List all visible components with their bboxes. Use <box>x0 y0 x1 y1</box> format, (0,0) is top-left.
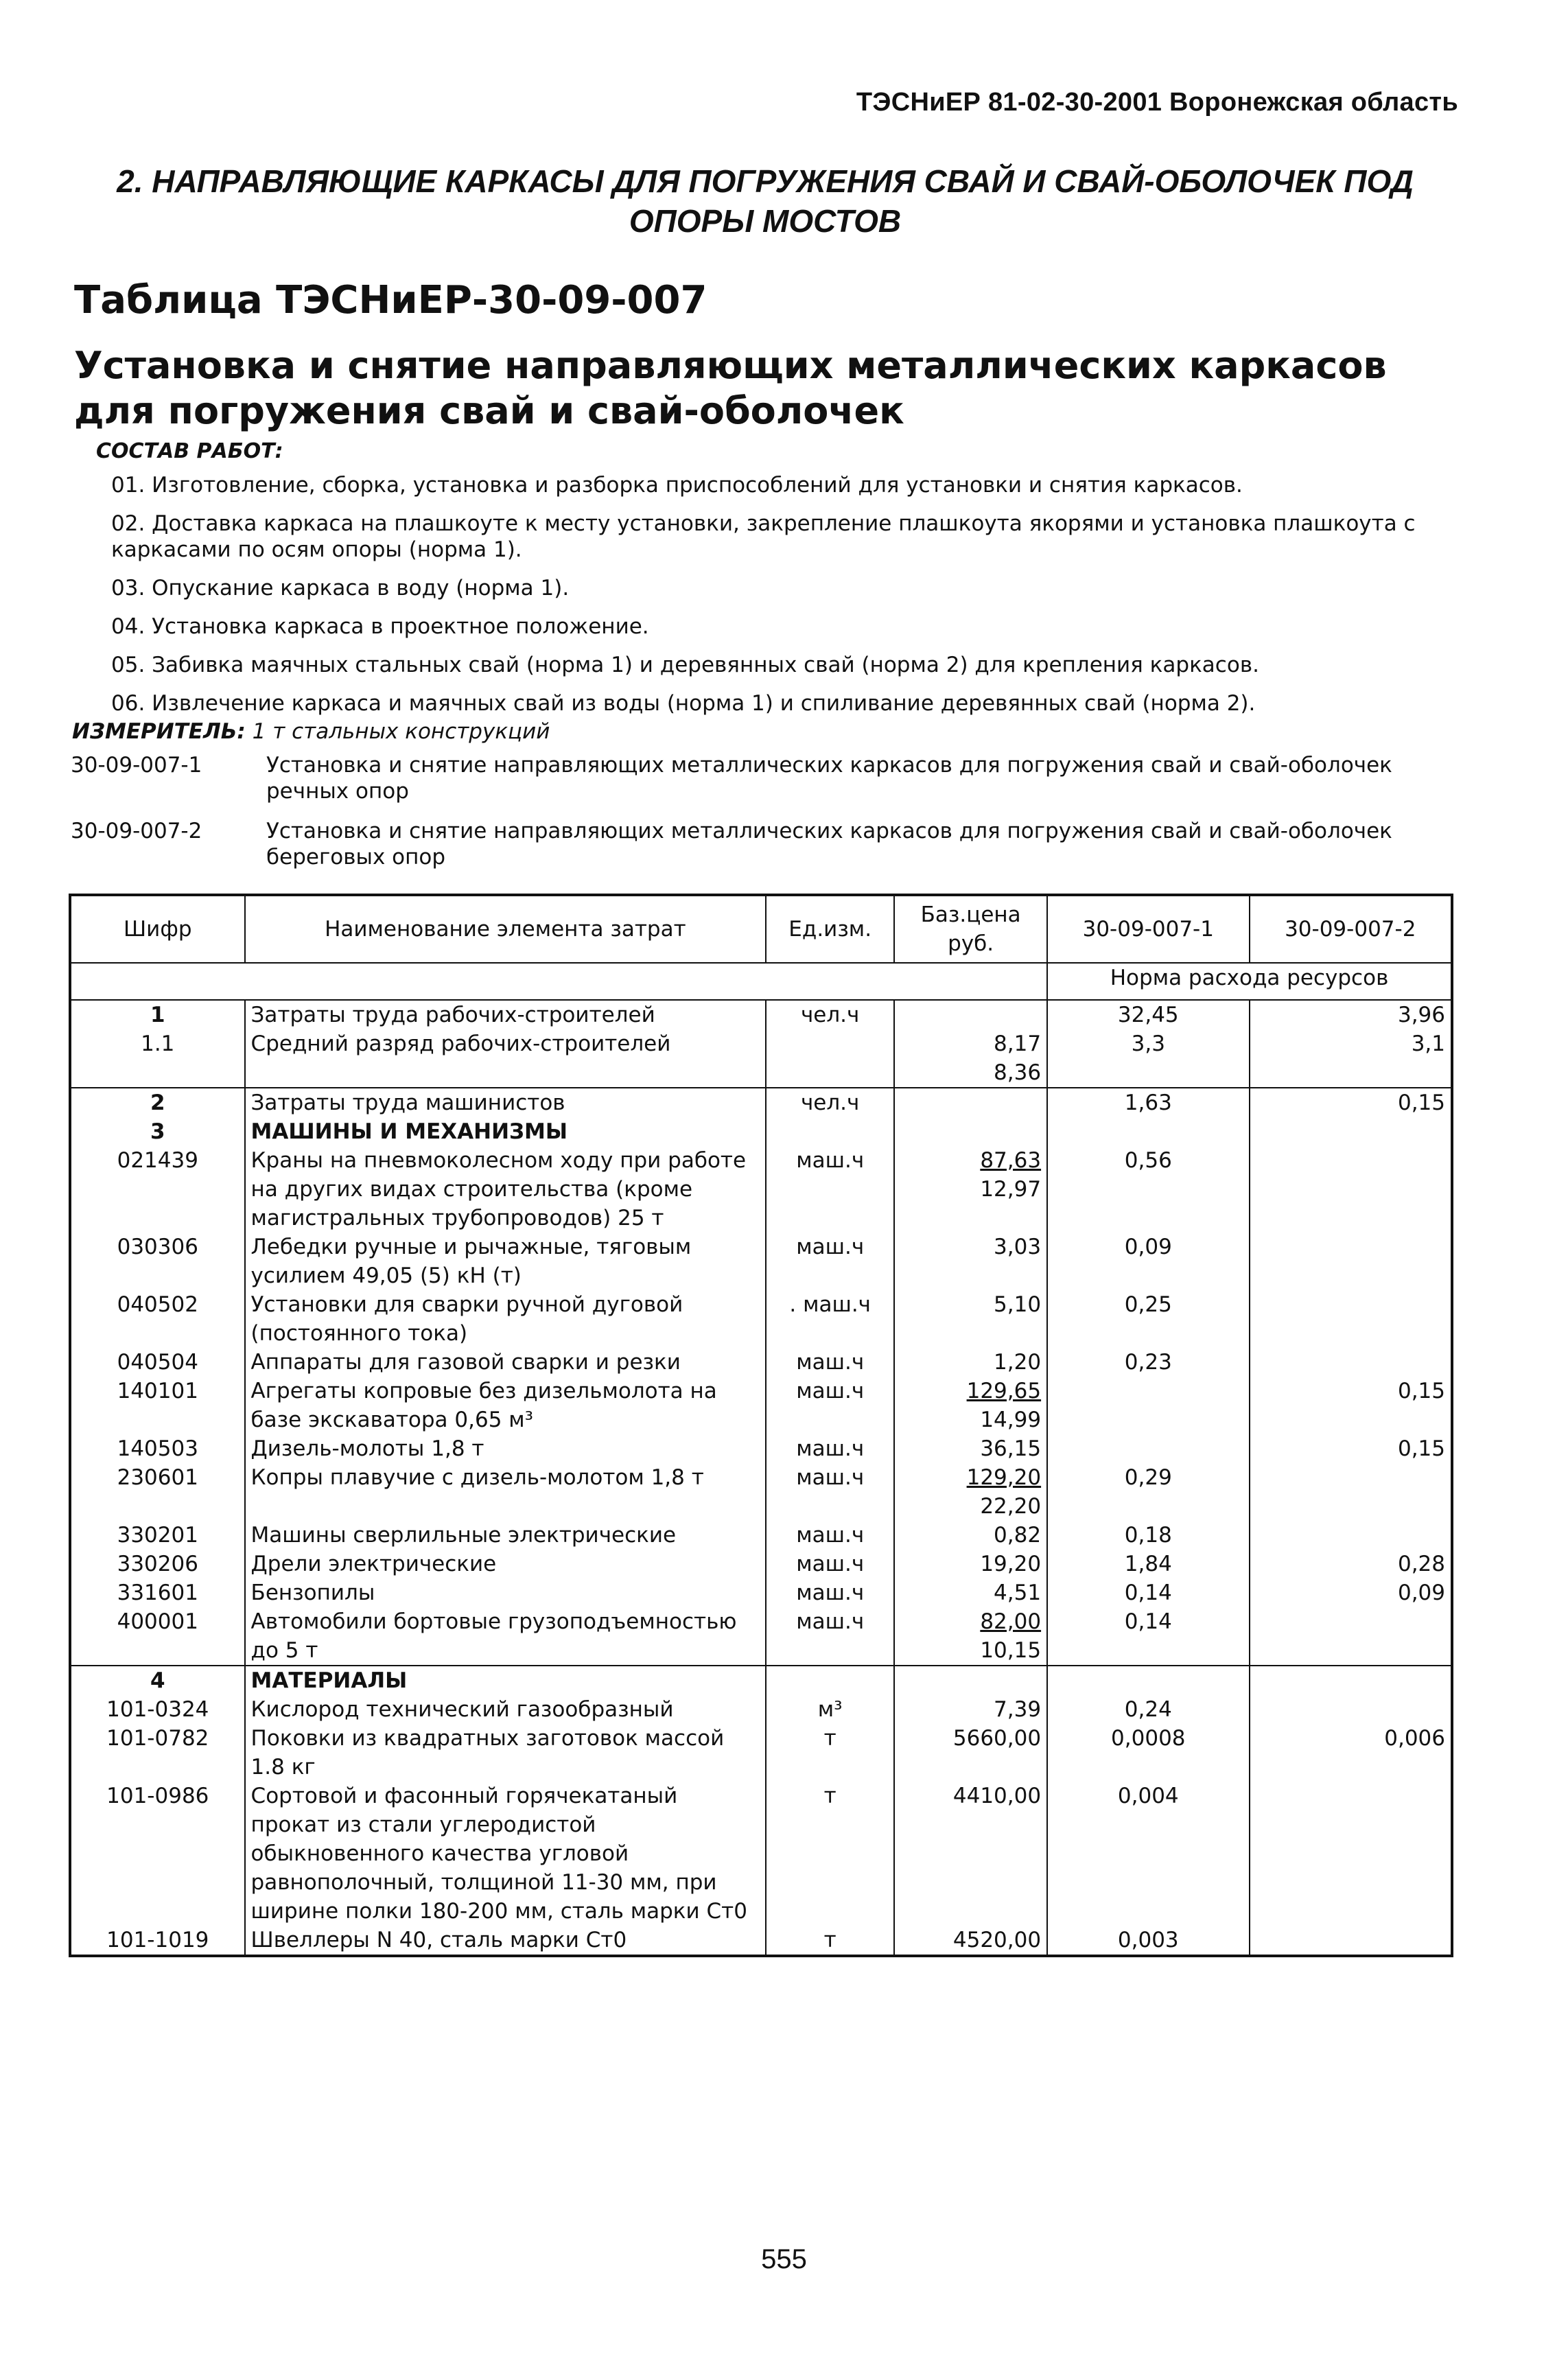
variant-1-value: 0,25 <box>1124 1292 1172 1317</box>
price-value-secondary: 14,99 <box>980 1408 1042 1432</box>
row-variant-2: 0,09 <box>1250 1578 1453 1607</box>
row-code: 021439 <box>70 1146 245 1233</box>
row-price <box>894 1000 1047 1029</box>
row-unit: маш.ч <box>766 1146 894 1233</box>
row-code: 330206 <box>70 1550 245 1578</box>
price-value: 8,17 <box>994 1031 1042 1056</box>
row-price <box>894 1434 1047 1463</box>
price-value: 129,65 <box>966 1379 1042 1403</box>
table-row <box>70 1463 1452 1521</box>
table-row <box>70 1290 1452 1348</box>
row-code: 4 <box>70 1666 245 1695</box>
row-code: 330201 <box>70 1521 245 1550</box>
row-name: Машины сверлильные электрические <box>245 1521 767 1550</box>
row-name: МАТЕРИАЛЫ <box>245 1666 767 1695</box>
row-variant-1 <box>1047 1578 1249 1607</box>
row-variant-2 <box>1250 1521 1453 1550</box>
row-price <box>894 1088 1047 1117</box>
price-value-secondary: 12,97 <box>980 1177 1042 1202</box>
row-variant-2 <box>1250 1117 1453 1146</box>
price-value: 4,51 <box>994 1581 1042 1605</box>
row-variant-1 <box>1047 1146 1249 1233</box>
row-code: 101-1019 <box>70 1926 245 1956</box>
price-value: 7,39 <box>994 1697 1042 1722</box>
variant-1-value: 0,004 <box>1117 1784 1179 1808</box>
row-name: Кислород технический газообразный <box>245 1695 767 1724</box>
row-price <box>894 1550 1047 1578</box>
row-price <box>894 1348 1047 1377</box>
row-name: Поковки из квадратных заготовок массой 1.8 кг <box>245 1724 767 1782</box>
variant-1-value: 0,23 <box>1124 1350 1172 1375</box>
section-title: 2. НАПРАВЛЯЮЩИЕ КАРКАСЫ ДЛЯ ПОГРУЖЕНИЯ СВАЙ И СВАЙ-ОБОЛОЧЕК ПОД ОПОРЫ МОСТОВ <box>117 163 1414 239</box>
table-row <box>70 1117 1452 1146</box>
table-row <box>70 1550 1452 1578</box>
row-price <box>894 1146 1047 1233</box>
variant-item <box>71 818 1443 870</box>
variant-code: 30-09-007-1 <box>71 753 202 778</box>
row-variant-1 <box>1047 1117 1249 1146</box>
row-code: 331601 <box>70 1578 245 1607</box>
row-price <box>894 1926 1047 1956</box>
row-unit: маш.ч <box>766 1463 894 1521</box>
row-name: Бензопилы <box>245 1578 767 1607</box>
work-item: 01. Изготовление, сборка, установка и разборка приспособлений для установки и снятия каркасов. <box>111 473 1243 498</box>
row-code: 3 <box>70 1117 245 1146</box>
norm-header: Норма расхода ресурсов <box>1047 963 1452 1000</box>
row-variant-1 <box>1047 1088 1249 1117</box>
row-price <box>894 1666 1047 1695</box>
row-variant-2 <box>1250 1782 1453 1926</box>
work-composition-list <box>111 472 1429 729</box>
row-variant-2 <box>1250 1695 1453 1724</box>
row-variant-2: 3,1 <box>1250 1029 1453 1088</box>
table-body <box>70 963 1452 1956</box>
row-variant-1 <box>1047 1000 1249 1029</box>
row-code: 101-0324 <box>70 1695 245 1724</box>
variant-1-value: 0,14 <box>1124 1581 1172 1605</box>
table-label: Таблица ТЭСНиЕР-30-09-007 <box>74 278 707 323</box>
variant-1-value: 0,56 <box>1124 1148 1172 1173</box>
row-name: Дизель-молоты 1,8 т <box>245 1434 767 1463</box>
row-unit <box>766 1117 894 1146</box>
row-variant-2 <box>1250 1146 1453 1233</box>
resource-table <box>69 894 1453 1957</box>
row-unit: маш.ч <box>766 1348 894 1377</box>
row-variant-1 <box>1047 1550 1249 1578</box>
row-variant-1 <box>1047 1926 1249 1956</box>
meter-line <box>72 719 550 744</box>
row-variant-2: 0,006 <box>1250 1724 1453 1782</box>
row-variant-1 <box>1047 1666 1249 1695</box>
row-unit: т <box>766 1926 894 1956</box>
row-price <box>894 1117 1047 1146</box>
row-name: Сортовой и фасонный горячекатаный прокат из стали углеродистой обыкновенного качества угловой равнополочный, толщиной 11-30 мм, при ширине полки 180-200 мм, сталь марки Ст0 <box>245 1782 767 1926</box>
price-value-secondary: 8,36 <box>994 1060 1042 1085</box>
table-row <box>70 1088 1452 1117</box>
header-code: Шифр <box>70 895 245 963</box>
row-variant-2: 3,96 <box>1250 1000 1453 1029</box>
row-unit: маш.ч <box>766 1550 894 1578</box>
table-row <box>70 1724 1452 1782</box>
row-unit <box>766 1666 894 1695</box>
row-unit: маш.ч <box>766 1233 894 1290</box>
work-item: 03. Опускание каркаса в воду (норма 1). <box>111 576 570 600</box>
row-variant-1 <box>1047 1463 1249 1521</box>
row-variant-1 <box>1047 1348 1249 1377</box>
row-code: 101-0986 <box>70 1782 245 1926</box>
row-variant-1 <box>1047 1607 1249 1666</box>
row-variant-1 <box>1047 1290 1249 1348</box>
row-name: Средний разряд рабочих-строителей <box>245 1029 767 1088</box>
variant-1-value: 0,18 <box>1124 1523 1172 1548</box>
row-code: 2 <box>70 1088 245 1117</box>
table-caption: Установка и снятие направляющих металлических каркасов для погружения свай и свай-оболочек <box>74 344 1387 432</box>
header-price: Баз.цена руб. <box>894 895 1047 963</box>
row-code: 140101 <box>70 1377 245 1434</box>
table-row <box>70 1695 1452 1724</box>
price-value: 4410,00 <box>952 1784 1042 1808</box>
header-unit: Ед.изм. <box>766 895 894 963</box>
work-composition-heading: СОСТАВ РАБОТ: <box>96 439 283 463</box>
row-unit: маш.ч <box>766 1377 894 1434</box>
row-code: 101-0782 <box>70 1724 245 1782</box>
variant-1-value: 1,84 <box>1124 1552 1172 1576</box>
row-name: МАШИНЫ И МЕХАНИЗМЫ <box>245 1117 767 1146</box>
row-unit: маш.ч <box>766 1434 894 1463</box>
price-value: 129,20 <box>966 1465 1042 1490</box>
table-row <box>70 1782 1452 1926</box>
price-value: 1,20 <box>994 1350 1042 1375</box>
header-name: Наименование элемента затрат <box>245 895 767 963</box>
table-row <box>70 1146 1452 1233</box>
row-name: Краны на пневмоколесном ходу при работе на других видах строительства (кроме магистральных трубопроводов) 25 т <box>245 1146 767 1233</box>
row-price <box>894 1029 1047 1088</box>
work-item: 05. Забивка маячных стальных свай (норма 1) и деревянных свай (норма 2) для крепления каркасов. <box>111 653 1259 677</box>
row-name: Аппараты для газовой сварки и резки <box>245 1348 767 1377</box>
variant-list <box>71 752 1443 884</box>
table-row <box>70 1926 1452 1956</box>
row-price <box>894 1782 1047 1926</box>
row-variant-1 <box>1047 1521 1249 1550</box>
price-value-secondary: 10,15 <box>980 1638 1042 1663</box>
row-variant-1 <box>1047 1724 1249 1782</box>
row-price <box>894 1724 1047 1782</box>
table-header-row <box>70 895 1452 963</box>
row-code: 400001 <box>70 1607 245 1666</box>
row-variant-1 <box>1047 1233 1249 1290</box>
running-head: ТЭСНиЕР 81-02-30-2001 Воронежская область <box>856 88 1458 117</box>
table-row <box>70 1578 1452 1607</box>
variant-text: Установка и снятие направляющих металлических каркасов для погружения свай и свай-оболочек береговых опор <box>266 819 1392 870</box>
header-variant-2: 30-09-007-2 <box>1250 895 1453 963</box>
row-name: Автомобили бортовые грузоподъемностью до 5 т <box>245 1607 767 1666</box>
row-name: Затраты труда машинистов <box>245 1088 767 1117</box>
row-variant-2 <box>1250 1607 1453 1666</box>
row-variant-2 <box>1250 1463 1453 1521</box>
table-row <box>70 1000 1452 1029</box>
row-variant-2 <box>1250 1926 1453 1956</box>
price-value: 3,03 <box>994 1235 1042 1259</box>
row-variant-2: 0,28 <box>1250 1550 1453 1578</box>
row-code: 1.1 <box>70 1029 245 1088</box>
row-variant-2 <box>1250 1348 1453 1377</box>
row-name: Установки для сварки ручной дуговой (постоянного тока) <box>245 1290 767 1348</box>
row-unit <box>766 1029 894 1088</box>
row-price <box>894 1377 1047 1434</box>
row-name: Затраты труда рабочих-строителей <box>245 1000 767 1029</box>
variant-1-value: 1,63 <box>1124 1090 1172 1115</box>
page-number: 555 <box>761 2244 807 2274</box>
norm-spacer <box>70 963 1047 1000</box>
variant-item <box>71 752 1443 804</box>
row-name: Лебедки ручные и рычажные, тяговым усилием 49,05 (5) кН (т) <box>245 1233 767 1290</box>
price-value: 82,00 <box>980 1609 1042 1634</box>
row-variant-2 <box>1250 1666 1453 1695</box>
table-row <box>70 1233 1452 1290</box>
row-variant-1 <box>1047 1377 1249 1434</box>
row-code: 140503 <box>70 1434 245 1463</box>
row-variant-1 <box>1047 1434 1249 1463</box>
meter-label: ИЗМЕРИТЕЛЬ: <box>72 719 246 744</box>
variant-1-value: 0,09 <box>1124 1235 1172 1259</box>
variant-1-value: 0,0008 <box>1111 1726 1186 1751</box>
row-price <box>894 1463 1047 1521</box>
row-name: Дрели электрические <box>245 1550 767 1578</box>
row-price <box>894 1521 1047 1550</box>
price-value: 5660,00 <box>952 1726 1042 1751</box>
row-unit: . маш.ч <box>766 1290 894 1348</box>
row-code: 1 <box>70 1000 245 1029</box>
row-variant-2: 0,15 <box>1250 1377 1453 1434</box>
row-unit: т <box>766 1724 894 1782</box>
table-row <box>70 1377 1452 1434</box>
row-variant-2 <box>1250 1233 1453 1290</box>
variant-text: Установка и снятие направляющих металлических каркасов для погружения свай и свай-оболочек речных опор <box>266 753 1392 804</box>
row-variant-1 <box>1047 1695 1249 1724</box>
row-price <box>894 1607 1047 1666</box>
variant-1-value: 32,45 <box>1117 1003 1179 1027</box>
table-row <box>70 1607 1452 1666</box>
row-variant-1 <box>1047 1029 1249 1088</box>
work-item: 02. Доставка каркаса на плашкоуте к месту установки, закрепление плашкоута якорями и установка плашкоута с каркасами по осям опоры (норма 1). <box>111 511 1416 562</box>
row-unit: маш.ч <box>766 1578 894 1607</box>
row-variant-2 <box>1250 1290 1453 1348</box>
variant-1-value-secondary: 3,3 <box>1131 1031 1165 1056</box>
meter-value: 1 т стальных конструкций <box>252 719 550 744</box>
row-price <box>894 1290 1047 1348</box>
price-value: 4520,00 <box>952 1928 1042 1952</box>
row-name: Швеллеры N 40, сталь марки Ст0 <box>245 1926 767 1956</box>
row-unit: чел.ч <box>766 1000 894 1029</box>
price-value: 19,20 <box>980 1552 1042 1576</box>
table-row <box>70 1666 1452 1695</box>
row-unit: т <box>766 1782 894 1926</box>
header-variant-1: 30-09-007-1 <box>1047 895 1249 963</box>
price-value: 5,10 <box>994 1292 1042 1317</box>
variant-1-value: 0,14 <box>1124 1609 1172 1634</box>
work-item: 04. Установка каркаса в проектное положение. <box>111 614 649 639</box>
row-unit: чел.ч <box>766 1088 894 1117</box>
row-code: 230601 <box>70 1463 245 1521</box>
row-unit: маш.ч <box>766 1521 894 1550</box>
row-price <box>894 1578 1047 1607</box>
row-variant-1 <box>1047 1782 1249 1926</box>
norm-header-row <box>70 963 1452 1000</box>
table-row <box>70 1521 1452 1550</box>
price-value-secondary: 22,20 <box>980 1494 1042 1519</box>
row-name: Копры плавучие с дизель-молотом 1,8 т <box>245 1463 767 1521</box>
price-value: 87,63 <box>980 1148 1042 1173</box>
row-price <box>894 1233 1047 1290</box>
row-code: 040502 <box>70 1290 245 1348</box>
work-item: 06. Извлечение каркаса и маячных свай из воды (норма 1) и спиливание деревянных свай (норма 2). <box>111 691 1256 716</box>
row-code: 040504 <box>70 1348 245 1377</box>
variant-1-value: 0,24 <box>1124 1697 1172 1722</box>
table-row <box>70 1434 1452 1463</box>
price-value: 36,15 <box>980 1436 1042 1461</box>
price-value: 0,82 <box>994 1523 1042 1548</box>
row-price <box>894 1695 1047 1724</box>
row-variant-2: 0,15 <box>1250 1088 1453 1117</box>
variant-code: 30-09-007-2 <box>71 819 202 843</box>
table-row <box>70 1348 1452 1377</box>
row-variant-2: 0,15 <box>1250 1434 1453 1463</box>
row-name: Агрегаты копровые без дизельмолота на базе экскаватора 0,65 м³ <box>245 1377 767 1434</box>
table-row <box>70 1029 1452 1088</box>
row-unit: маш.ч <box>766 1607 894 1666</box>
variant-1-value: 0,003 <box>1117 1928 1179 1952</box>
row-code: 030306 <box>70 1233 245 1290</box>
row-unit: м³ <box>766 1695 894 1724</box>
variant-1-value: 0,29 <box>1124 1465 1172 1490</box>
